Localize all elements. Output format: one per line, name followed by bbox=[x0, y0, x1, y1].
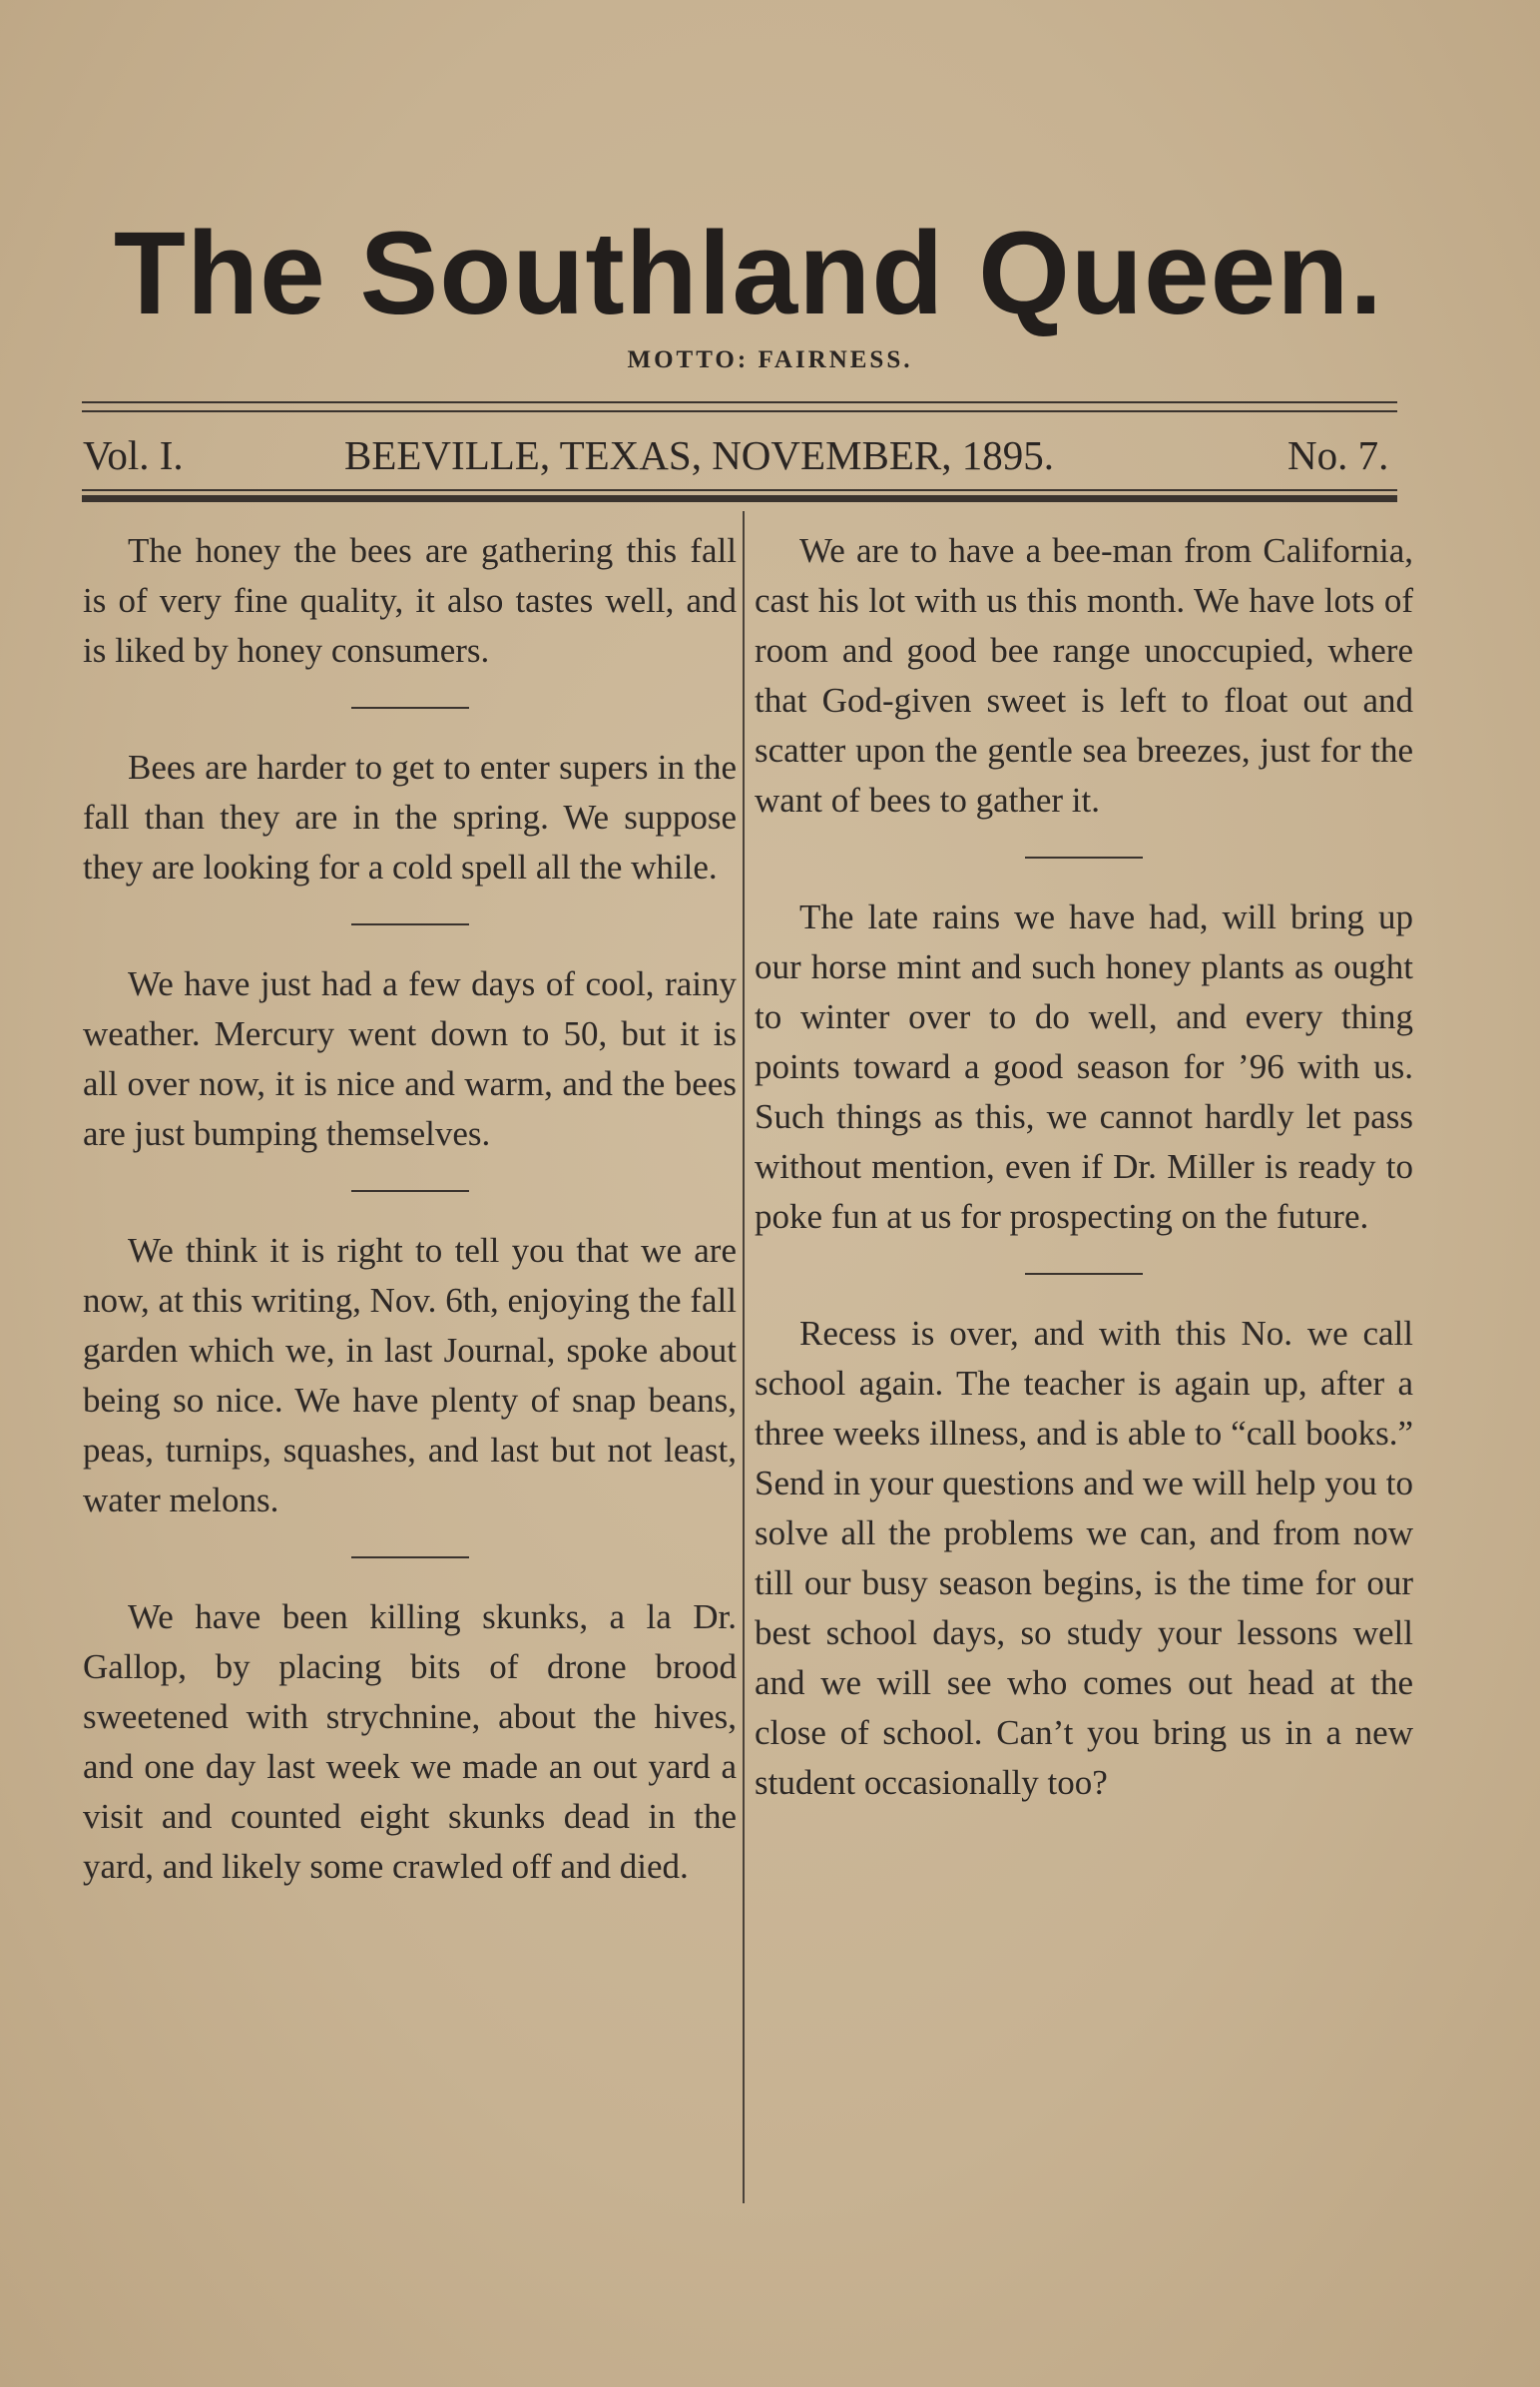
article-paragraph: The late rains we have had, will bring up our horse mint and such honey plants as ought to winter over to do well, and every thing points toward a good season for ’96 with us. Such things as this, we cannot hardly let pass without mention, even if Dr. Miller is ready to poke fun at us for prospecting on the future. bbox=[755, 897, 1413, 1236]
article-paragraph: We have been killing skunks, a la Dr. Gallop, by placing bits of drone brood sweetened with strychnine, about the hives, and one day last week we made an out yard a visit and counted eight skunks dead in the yard, and likely some crawled off and died. bbox=[83, 1597, 737, 1886]
bottom-rule-thin bbox=[82, 489, 1397, 491]
place-date: BEEVILLE, TEXAS, NOVEMBER, 1895. bbox=[344, 432, 1055, 478]
issue-number: No. 7. bbox=[1287, 432, 1389, 478]
article-paragraph: We think it is right to tell you that we are now, at this writing, Nov. 6th, enjoying the fall garden which we, in last Journal, spoke about being so nice. We have plenty of snap beans, peas, turnips, squashes, and last but not least, water melons. bbox=[83, 1231, 737, 1519]
masthead-title: The Southland Queen. bbox=[113, 208, 1384, 339]
article-paragraph: We are to have a bee-man from California, cast his lot with us this month. We have lots of room and good bee range unoccupied, where that God-given sweet is left to float out and scatter upon the gentle sea breezes, just for the want of bees to gather it. bbox=[755, 531, 1413, 820]
top-rule-1 bbox=[82, 401, 1397, 403]
separator-rule bbox=[351, 1190, 469, 1192]
separator-rule bbox=[1025, 1273, 1143, 1275]
article-paragraph: We have just had a few days of cool, rainy weather. Mercury went down to 50, but it is all over now, it is nice and warm, and the bees are just bumping themselves. bbox=[83, 964, 737, 1153]
bottom-rule-thick bbox=[82, 495, 1397, 502]
motto: MOTTO: FAIRNESS. bbox=[627, 346, 913, 373]
volume-label: Vol. I. bbox=[83, 432, 184, 478]
column-divider bbox=[743, 511, 745, 2203]
article-paragraph: The honey the bees are gathering this fall is of very fine quality, it also tastes well, and is liked by honey consumers. bbox=[83, 531, 737, 670]
separator-rule bbox=[351, 923, 469, 925]
left-column bbox=[83, 526, 737, 1892]
separator-rule bbox=[351, 707, 469, 709]
right-column bbox=[755, 526, 1413, 1808]
article-paragraph: Bees are harder to get to enter supers in the fall than they are in the spring. We suppose they are looking for a cold spell all the while. bbox=[83, 748, 737, 887]
article-paragraph: Recess is over, and with this No. we call school again. The teacher is again up, after a three weeks illness, and is able to “call books.” Send in your questions and we will help you to solve all the problems we can, and from now till our busy season begins, is the time for our best school days, so study your lessons well and we will see who comes out head at the close of school. Can’t you bring us in a new student occasionally too? bbox=[755, 1314, 1413, 1802]
separator-rule bbox=[1025, 857, 1143, 859]
separator-rule bbox=[351, 1556, 469, 1558]
top-rule-2 bbox=[82, 410, 1397, 412]
